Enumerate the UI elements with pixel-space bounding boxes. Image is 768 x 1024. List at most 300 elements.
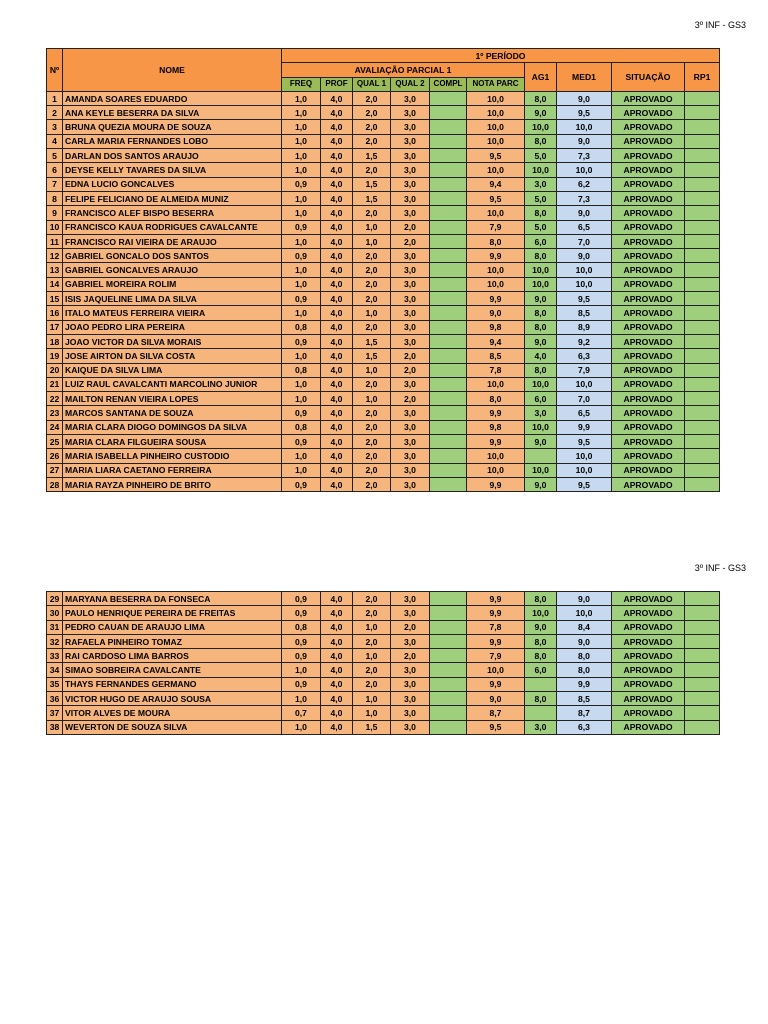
qual1-cell: 2,0 [353,634,391,648]
nota-parc-cell: 9,9 [467,406,525,420]
table-row [47,134,720,148]
rp1-cell [685,206,720,220]
situacao-cell: APROVADO [612,306,685,320]
qual2-cell: 3,0 [391,206,430,220]
compl-cell [430,634,467,648]
prof-cell: 4,0 [321,220,353,234]
qual1-cell: 2,0 [353,663,391,677]
ag1-cell: 4,0 [525,349,557,363]
table-row [47,592,720,606]
freq-cell: 1,0 [282,392,321,406]
table-row [47,191,720,205]
compl-cell [430,620,467,634]
situacao-cell: APROVADO [612,277,685,291]
rp1-cell [685,163,720,177]
table-row [47,606,720,620]
med1-cell: 9,9 [557,420,612,434]
compl-cell [430,449,467,463]
situacao-cell: APROVADO [612,249,685,263]
student-name: LUIZ RAUL CAVALCANTI MARCOLINO JUNIOR [63,377,282,391]
situacao-cell: APROVADO [612,692,685,706]
freq-cell: 0,9 [282,606,321,620]
compl-cell [430,177,467,191]
rp1-cell [685,720,720,734]
row-number: 23 [47,406,63,420]
rp1-cell [685,234,720,248]
row-number: 3 [47,120,63,134]
nota-parc-cell: 7,9 [467,220,525,234]
prof-cell: 4,0 [321,91,353,105]
compl-cell [430,249,467,263]
student-name: JOAO VICTOR DA SILVA MORAIS [63,334,282,348]
table-row [47,177,720,191]
compl-cell [430,477,467,491]
qual1-cell: 2,0 [353,106,391,120]
med1-cell: 6,3 [557,349,612,363]
row-number: 9 [47,206,63,220]
compl-cell [430,692,467,706]
freq-cell: 0,7 [282,706,321,720]
table-row [47,349,720,363]
compl-cell [430,292,467,306]
table-row [47,220,720,234]
qual2-cell: 2,0 [391,392,430,406]
med1-cell: 9,0 [557,91,612,105]
student-name: KAIQUE DA SILVA LIMA [63,363,282,377]
qual1-cell: 1,0 [353,392,391,406]
qual2-cell: 3,0 [391,334,430,348]
med1-cell: 6,5 [557,406,612,420]
freq-cell: 1,0 [282,206,321,220]
freq-cell: 1,0 [282,306,321,320]
qual2-cell: 2,0 [391,620,430,634]
med1-cell: 6,5 [557,220,612,234]
ag1-cell: 5,0 [525,149,557,163]
qual2-cell: 3,0 [391,449,430,463]
rp1-cell [685,363,720,377]
compl-cell [430,435,467,449]
student-name: DARLAN DOS SANTOS ARAUJO [63,149,282,163]
situacao-cell: APROVADO [612,191,685,205]
freq-cell: 0,9 [282,677,321,691]
header-qual2: QUAL 2 [391,77,430,91]
compl-cell [430,363,467,377]
situacao-cell: APROVADO [612,106,685,120]
prof-cell: 4,0 [321,106,353,120]
student-name: ANA KEYLE BESERRA DA SILVA [63,106,282,120]
situacao-cell: APROVADO [612,420,685,434]
qual2-cell: 3,0 [391,706,430,720]
student-name: GABRIEL MOREIRA ROLIM [63,277,282,291]
row-number: 32 [47,634,63,648]
header-situacao: SITUAÇÃO [612,63,685,92]
prof-cell: 4,0 [321,663,353,677]
situacao-cell: APROVADO [612,477,685,491]
nota-parc-cell: 8,7 [467,706,525,720]
compl-cell [430,106,467,120]
qual1-cell: 2,0 [353,406,391,420]
header-prof: PROF [321,77,353,91]
compl-cell [430,606,467,620]
student-name: FRANCISCO KAUA RODRIGUES CAVALCANTE [63,220,282,234]
qual1-cell: 1,0 [353,649,391,663]
ag1-cell: 10,0 [525,120,557,134]
compl-cell [430,320,467,334]
freq-cell: 1,0 [282,349,321,363]
table-row [47,477,720,491]
prof-cell: 4,0 [321,320,353,334]
situacao-cell: APROVADO [612,292,685,306]
ag1-cell: 10,0 [525,277,557,291]
row-number: 29 [47,592,63,606]
situacao-cell: APROVADO [612,663,685,677]
compl-cell [430,663,467,677]
header-qual1: QUAL 1 [353,77,391,91]
ag1-cell: 8,0 [525,363,557,377]
row-number: 25 [47,435,63,449]
student-name: AMANDA SOARES EDUARDO [63,91,282,105]
header-freq: FREQ [282,77,321,91]
rp1-cell [685,320,720,334]
qual2-cell: 3,0 [391,377,430,391]
table-row [47,720,720,734]
table-row [47,206,720,220]
situacao-cell: APROVADO [612,463,685,477]
rp1-cell [685,120,720,134]
situacao-cell: APROVADO [612,377,685,391]
med1-cell: 8,9 [557,320,612,334]
med1-cell: 8,5 [557,306,612,320]
freq-cell: 1,0 [282,449,321,463]
table-row [47,263,720,277]
nota-parc-cell: 10,0 [467,377,525,391]
rp1-cell [685,677,720,691]
rp1-cell [685,263,720,277]
table-row [47,634,720,648]
freq-cell: 0,9 [282,435,321,449]
header-name: NOME [63,49,282,92]
med1-cell: 9,0 [557,592,612,606]
med1-cell: 10,0 [557,463,612,477]
freq-cell: 0,9 [282,634,321,648]
student-name: MARIA CLARA DIOGO DOMINGOS DA SILVA [63,420,282,434]
ag1-cell: 8,0 [525,592,557,606]
freq-cell: 1,0 [282,191,321,205]
row-number: 26 [47,449,63,463]
nota-parc-cell: 9,9 [467,435,525,449]
rp1-cell [685,134,720,148]
qual2-cell: 3,0 [391,106,430,120]
nota-parc-cell: 9,5 [467,191,525,205]
rp1-cell [685,306,720,320]
qual1-cell: 1,0 [353,306,391,320]
freq-cell: 0,8 [282,320,321,334]
prof-cell: 4,0 [321,377,353,391]
table-row [47,435,720,449]
situacao-cell: APROVADO [612,406,685,420]
qual2-cell: 3,0 [391,120,430,134]
qual2-cell: 2,0 [391,220,430,234]
table-row [47,91,720,105]
student-name: MARIA RAYZA PINHEIRO DE BRITO [63,477,282,491]
qual2-cell: 3,0 [391,91,430,105]
prof-cell: 4,0 [321,435,353,449]
compl-cell [430,191,467,205]
ag1-cell: 5,0 [525,191,557,205]
qual2-cell: 3,0 [391,435,430,449]
compl-cell [430,592,467,606]
qual2-cell: 2,0 [391,349,430,363]
student-name: DEYSE KELLY TAVARES DA SILVA [63,163,282,177]
prof-cell: 4,0 [321,234,353,248]
med1-cell: 6,2 [557,177,612,191]
rp1-cell [685,435,720,449]
prof-cell: 4,0 [321,263,353,277]
qual2-cell: 3,0 [391,191,430,205]
qual2-cell: 3,0 [391,163,430,177]
nota-parc-cell: 9,4 [467,177,525,191]
prof-cell: 4,0 [321,677,353,691]
med1-cell: 8,0 [557,649,612,663]
table-row [47,234,720,248]
prof-cell: 4,0 [321,349,353,363]
compl-cell [430,377,467,391]
row-number: 36 [47,692,63,706]
compl-cell [430,349,467,363]
table-row [47,420,720,434]
row-number: 38 [47,720,63,734]
header-med1: MED1 [557,63,612,92]
student-name: FRANCISCO ALEF BISPO BESERRA [63,206,282,220]
prof-cell: 4,0 [321,191,353,205]
prof-cell: 4,0 [321,649,353,663]
prof-cell: 4,0 [321,620,353,634]
rp1-cell [685,392,720,406]
qual2-cell: 2,0 [391,363,430,377]
grades-table-page1 [46,48,720,492]
ag1-cell: 3,0 [525,720,557,734]
situacao-cell: APROVADO [612,606,685,620]
nota-parc-cell: 10,0 [467,263,525,277]
situacao-cell: APROVADO [612,649,685,663]
nota-parc-cell: 9,9 [467,477,525,491]
student-name: ITALO MATEUS FERREIRA VIEIRA [63,306,282,320]
row-number: 10 [47,220,63,234]
ag1-cell: 8,0 [525,649,557,663]
qual2-cell: 3,0 [391,263,430,277]
qual2-cell: 3,0 [391,249,430,263]
nota-parc-cell: 9,9 [467,677,525,691]
prof-cell: 4,0 [321,477,353,491]
med1-cell: 8,7 [557,706,612,720]
nota-parc-cell: 9,8 [467,420,525,434]
situacao-cell: APROVADO [612,620,685,634]
nota-parc-cell: 10,0 [467,277,525,291]
qual1-cell: 2,0 [353,377,391,391]
student-name: RAFAELA PINHEIRO TOMAZ [63,634,282,648]
med1-cell: 9,0 [557,249,612,263]
student-name: VICTOR HUGO DE ARAUJO SOUSA [63,692,282,706]
compl-cell [430,677,467,691]
situacao-cell: APROVADO [612,592,685,606]
qual2-cell: 3,0 [391,463,430,477]
qual1-cell: 2,0 [353,91,391,105]
qual1-cell: 2,0 [353,206,391,220]
med1-cell: 7,0 [557,392,612,406]
qual2-cell: 3,0 [391,606,430,620]
situacao-cell: APROVADO [612,634,685,648]
med1-cell: 7,0 [557,234,612,248]
compl-cell [430,406,467,420]
row-number: 33 [47,649,63,663]
qual2-cell: 3,0 [391,420,430,434]
ag1-cell: 10,0 [525,377,557,391]
row-number: 11 [47,234,63,248]
rp1-cell [685,377,720,391]
table-row [47,249,720,263]
nota-parc-cell: 10,0 [467,106,525,120]
med1-cell: 9,2 [557,334,612,348]
qual1-cell: 2,0 [353,263,391,277]
med1-cell: 10,0 [557,277,612,291]
table-row [47,363,720,377]
med1-cell: 9,5 [557,106,612,120]
row-number: 5 [47,149,63,163]
qual2-cell: 3,0 [391,677,430,691]
situacao-cell: APROVADO [612,720,685,734]
row-number: 30 [47,606,63,620]
rp1-cell [685,449,720,463]
nota-parc-cell: 9,9 [467,249,525,263]
ag1-cell [525,706,557,720]
med1-cell: 9,5 [557,435,612,449]
qual1-cell: 2,0 [353,592,391,606]
freq-cell: 1,0 [282,277,321,291]
prof-cell: 4,0 [321,120,353,134]
table-row [47,692,720,706]
qual1-cell: 1,0 [353,620,391,634]
row-number: 28 [47,477,63,491]
row-number: 19 [47,349,63,363]
med1-cell: 10,0 [557,377,612,391]
qual1-cell: 2,0 [353,435,391,449]
row-number: 27 [47,463,63,477]
ag1-cell: 6,0 [525,392,557,406]
nota-parc-cell: 10,0 [467,134,525,148]
situacao-cell: APROVADO [612,677,685,691]
ag1-cell: 8,0 [525,634,557,648]
freq-cell: 0,8 [282,620,321,634]
table-row [47,149,720,163]
row-number: 8 [47,191,63,205]
qual1-cell: 2,0 [353,134,391,148]
student-name: VITOR ALVES DE MOURA [63,706,282,720]
student-name: WEVERTON DE SOUZA SILVA [63,720,282,734]
qual2-cell: 3,0 [391,663,430,677]
header-period: 1º PERÍODO [282,49,720,63]
situacao-cell: APROVADO [612,220,685,234]
rp1-cell [685,249,720,263]
situacao-cell: APROVADO [612,263,685,277]
table-row [47,377,720,391]
nota-parc-cell: 7,9 [467,649,525,663]
ag1-cell: 6,0 [525,234,557,248]
freq-cell: 1,0 [282,720,321,734]
rp1-cell [685,706,720,720]
prof-cell: 4,0 [321,363,353,377]
prof-cell: 4,0 [321,206,353,220]
qual1-cell: 2,0 [353,420,391,434]
table-row [47,277,720,291]
nota-parc-cell: 10,0 [467,463,525,477]
student-name: MARYANA BESERRA DA FONSECA [63,592,282,606]
table-row [47,106,720,120]
table-row [47,320,720,334]
prof-cell: 4,0 [321,706,353,720]
freq-cell: 0,9 [282,477,321,491]
prof-cell: 4,0 [321,306,353,320]
compl-cell [430,306,467,320]
header-num: Nº [47,49,63,92]
qual1-cell: 1,0 [353,220,391,234]
rp1-cell [685,406,720,420]
nota-parc-cell: 9,0 [467,692,525,706]
student-name: PEDRO CAUAN DE ARAUJO LIMA [63,620,282,634]
prof-cell: 4,0 [321,149,353,163]
prof-cell: 4,0 [321,134,353,148]
rp1-cell [685,592,720,606]
freq-cell: 0,9 [282,292,321,306]
row-number: 14 [47,277,63,291]
freq-cell: 1,0 [282,234,321,248]
compl-cell [430,420,467,434]
ag1-cell: 8,0 [525,91,557,105]
situacao-cell: APROVADO [612,91,685,105]
nota-parc-cell: 9,8 [467,320,525,334]
nota-parc-cell: 7,8 [467,363,525,377]
nota-parc-cell: 9,9 [467,634,525,648]
med1-cell: 7,3 [557,191,612,205]
table-row [47,663,720,677]
qual1-cell: 2,0 [353,320,391,334]
student-name: MARCOS SANTANA DE SOUZA [63,406,282,420]
med1-cell: 9,5 [557,292,612,306]
qual1-cell: 2,0 [353,449,391,463]
student-name: MAILTON RENAN VIEIRA LOPES [63,392,282,406]
nota-parc-cell: 8,0 [467,392,525,406]
row-number: 4 [47,134,63,148]
row-number: 35 [47,677,63,691]
ag1-cell: 8,0 [525,692,557,706]
med1-cell: 9,0 [557,634,612,648]
compl-cell [430,392,467,406]
qual1-cell: 1,5 [353,720,391,734]
freq-cell: 0,8 [282,420,321,434]
qual2-cell: 3,0 [391,134,430,148]
freq-cell: 0,9 [282,177,321,191]
qual1-cell: 2,0 [353,249,391,263]
row-number: 16 [47,306,63,320]
table-row [47,292,720,306]
table-row [47,306,720,320]
row-number: 15 [47,292,63,306]
row-number: 24 [47,420,63,434]
ag1-cell: 10,0 [525,606,557,620]
freq-cell: 0,9 [282,592,321,606]
nota-parc-cell: 8,0 [467,234,525,248]
row-number: 6 [47,163,63,177]
freq-cell: 0,9 [282,649,321,663]
